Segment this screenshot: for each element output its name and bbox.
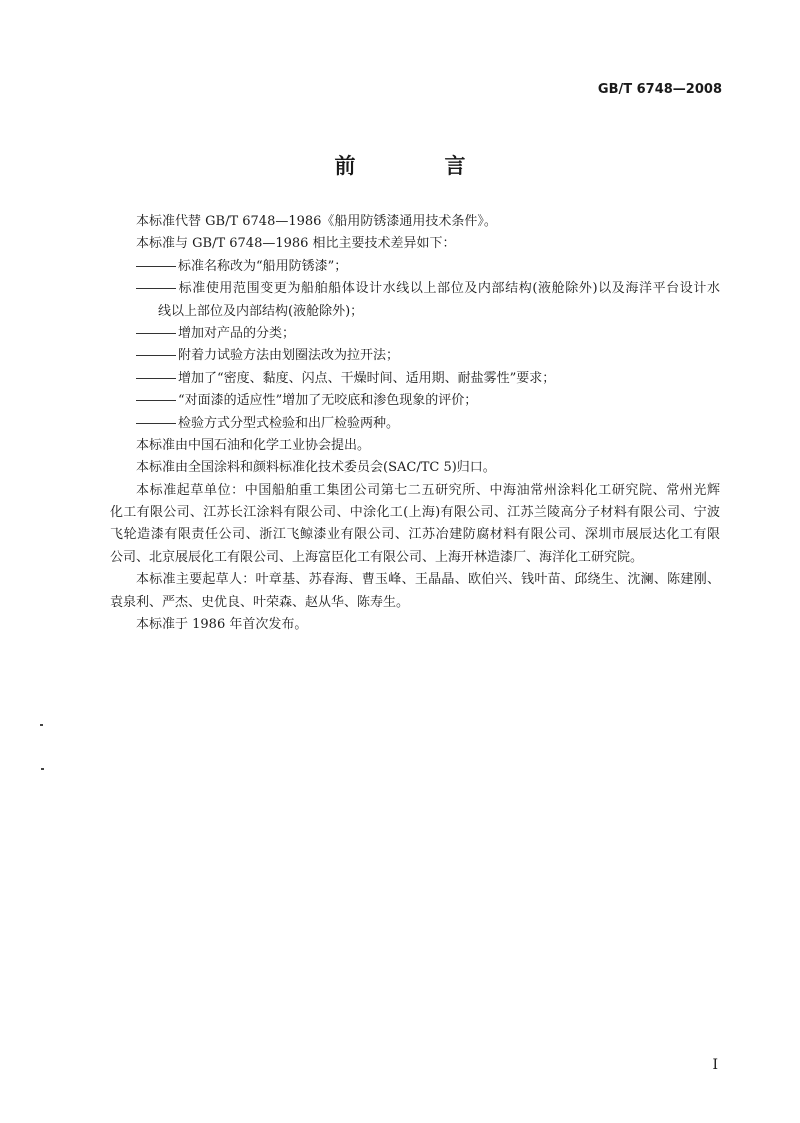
list-item (110, 368, 720, 390)
dash-mark (136, 288, 176, 289)
paragraph-line: 本标准于 1986 年首次发布。 (136, 617, 308, 633)
dash-mark (136, 400, 176, 401)
list-item-text: 标准使用范围变更为船舶船体设计水线以上部位及内部结构(液舱除外)以及海洋平台设计水 (178, 281, 720, 297)
dash-mark (136, 423, 176, 424)
list-item-text: 标准名称改为“船用防锈漆”； (178, 258, 348, 274)
list-item (110, 345, 720, 367)
list-item-text: 附着力试验方法由划圈法改为拉开法； (178, 348, 400, 364)
page-title: 前 言 (334, 154, 500, 178)
list-item (110, 278, 720, 300)
paragraph-line: 本标准与 GB/T 6748—1986 相比主要技术差异如下： (136, 236, 456, 252)
scan-speck (41, 768, 44, 770)
list-item-continuation: 线以上部位及内部结构(液舱除外)； (158, 303, 364, 319)
paragraph-line: 本标准主要起草人：叶章基、苏春海、曹玉峰、王晶晶、欧伯兴、钱叶苗、邱绕生、沈澜、陈建刚、 (136, 572, 720, 588)
list-item (110, 413, 720, 435)
dash-mark (136, 378, 176, 379)
standard-code: GB/T 6748—2008 (597, 82, 722, 97)
scan-speck (40, 724, 43, 726)
dash-mark (136, 355, 176, 356)
paragraph-line: 公司、北京展辰化工有限公司、上海富臣化工有限公司、上海开林造漆厂、海洋化工研究院。 (110, 549, 644, 565)
paragraph-line: 本标准由中国石油和化学工业协会提出。 (136, 437, 371, 453)
list-item (110, 256, 720, 278)
foreword-body (110, 211, 720, 636)
paragraph-line: 化工有限公司、江苏长江涂料有限公司、中涂化工(上海)有限公司、江苏兰陵高分子材料有限公司、宁波 (110, 505, 720, 521)
paragraph-line: 飞轮造漆有限责任公司、浙江飞鲸漆业有限公司、江苏冶建防腐材料有限公司、深圳市展辰达化工有限 (110, 527, 720, 543)
list-item-text: “对面漆的适应性”增加了无咬底和渗色现象的评价； (178, 393, 478, 409)
dash-mark (136, 266, 176, 267)
list-item (110, 323, 720, 345)
list-item-text: 增加了“密度、黏度、闪点、干燥时间、适用期、耐盐雾性”要求； (178, 370, 556, 386)
list-item-text: 检验方式分型式检验和出厂检验两种。 (178, 415, 400, 431)
list-item-text: 增加对产品的分类； (178, 325, 296, 341)
dash-mark (136, 333, 176, 334)
paragraph-line: 本标准代替 GB/T 6748—1986《船用防锈漆通用技术条件》。 (136, 214, 497, 229)
list-item (110, 390, 720, 412)
page-number: I (712, 1057, 718, 1073)
paragraph-line: 本标准起草单位：中国船舶重工集团公司第七二五研究所、中海油常州涂料化工研究院、常州光辉 (136, 482, 720, 498)
paragraph-line: 本标准由全国涂料和颜料标准化技术委员会(SAC/TC 5)归口。 (136, 460, 496, 476)
paragraph-line: 袁泉利、严杰、史优良、叶荣森、赵从华、陈寿生。 (110, 594, 410, 610)
